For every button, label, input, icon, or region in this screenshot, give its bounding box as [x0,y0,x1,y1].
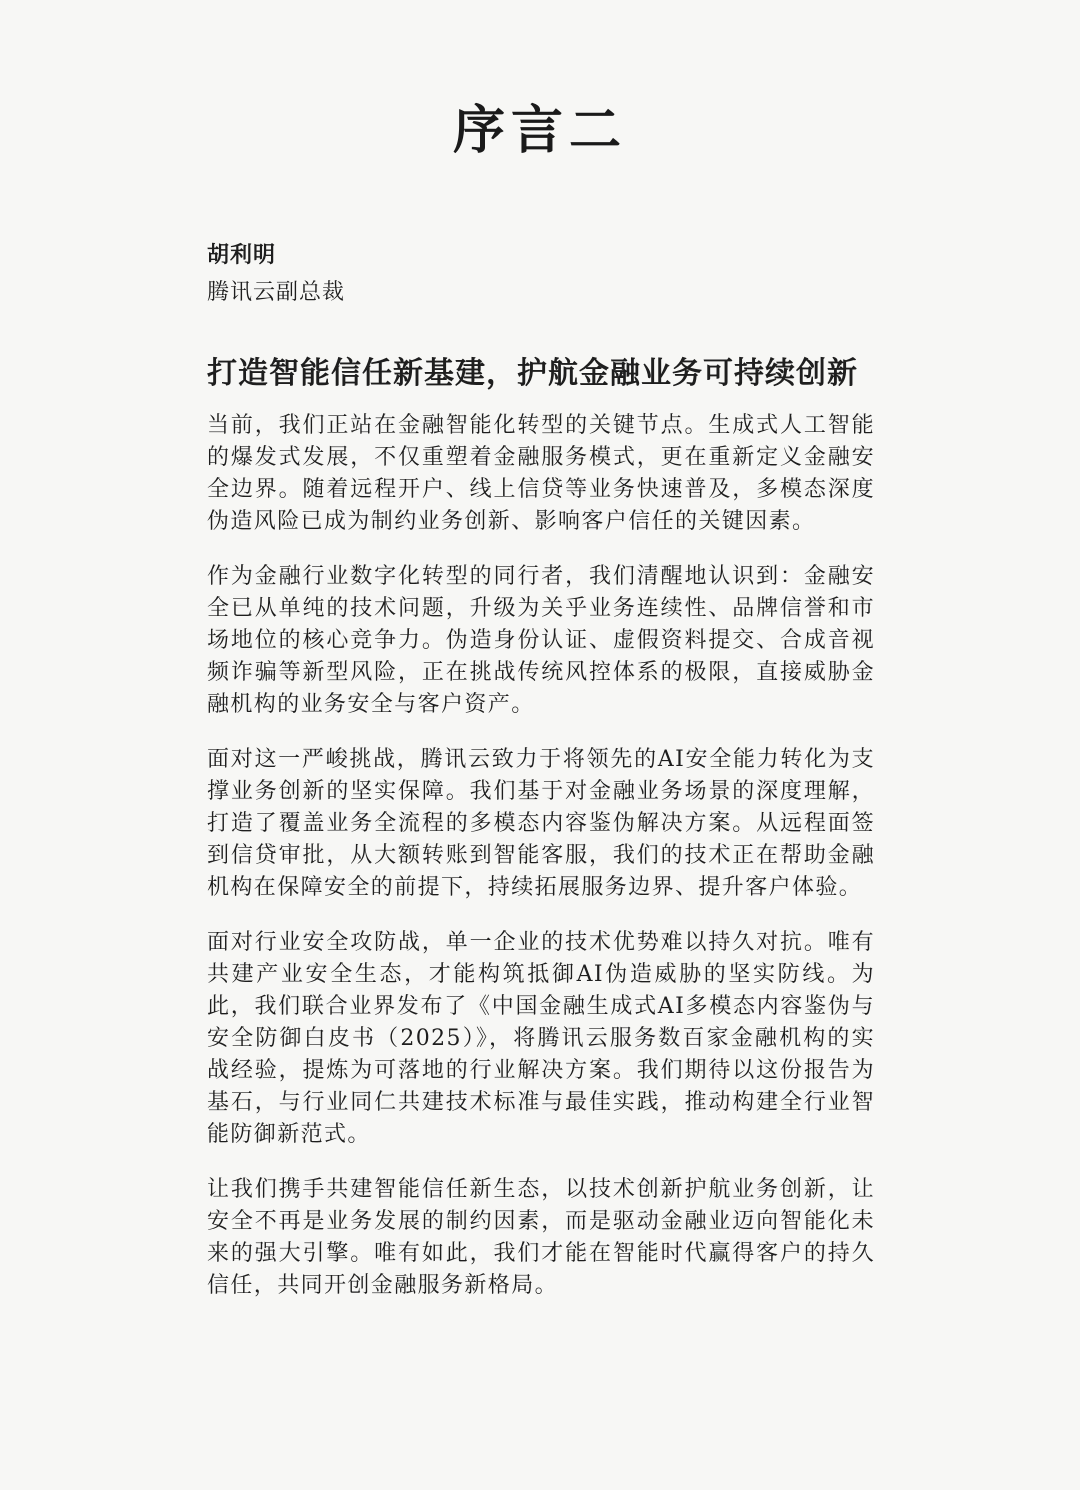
section-heading: 打造智能信任新基建，护航金融业务可持续创新 [207,356,858,391]
page-title: 序言二 [452,100,627,161]
paragraph-4: 面对行业安全攻防战，单一企业的技术优势难以持久对抗。唯有共建产业安全生态，才能构筑抵御AI伪造威胁的坚实防线。为此，我们联合业界发布了《中国金融生成式AI多模态内容鉴伪与安全防御白皮书（2025）》，将腾讯云服务数百家金融机构的实战经验，提炼为可落地的行业解决方案。我们期待以这份报告为基石，与行业同仁共建技术标准与最佳实践，推动构建全行业智能防御新范式。 [207,930,875,1147]
paragraph-5: 让我们携手共建智能信任新生态，以技术创新护航业务创新，让安全不再是业务发展的制约因素，而是驱动金融业迈向智能化未来的强大引擎。唯有如此，我们才能在智能时代赢得客户的持久信任，共同开创金融服务新格局。 [207,1177,875,1298]
author-position: 腾讯云副总裁 [207,280,346,305]
paragraph-2: 作为金融行业数字化转型的同行者，我们清醒地认识到：金融安全已从单纯的技术问题，升级为关乎业务连续性、品牌信誉和市场地位的核心竞争力。伪造身份认证、虚假资料提交、合成音视频诈骗等新型风险，正在挑战传统风控体系的极限，直接威胁金融机构的业务安全与客户资产。 [207,564,875,717]
paragraph-3: 面对这一严峻挑战，腾讯云致力于将领先的AI安全能力转化为支撑业务创新的坚实保障。我们基于对金融业务场景的深度理解，打造了覆盖业务全流程的多模态内容鉴伪解决方案。从远程面签到信贷审批，从大额转账到智能客服，我们的技术正在帮助金融机构在保障安全的前提下，持续拓展服务边界、提升客户体验。 [207,747,875,900]
paragraph-1: 当前，我们正站在金融智能化转型的关键节点。生成式人工智能的爆发式发展，不仅重塑着金融服务模式，更在重新定义金融安全边界。随着远程开户、线上信贷等业务快速普及，多模态深度伪造风险已成为制约业务创新、影响客户信任的关键因素。 [207,413,875,534]
author-block [207,236,887,312]
body-text [207,410,875,1325]
author-name: 胡利明 [207,242,277,268]
